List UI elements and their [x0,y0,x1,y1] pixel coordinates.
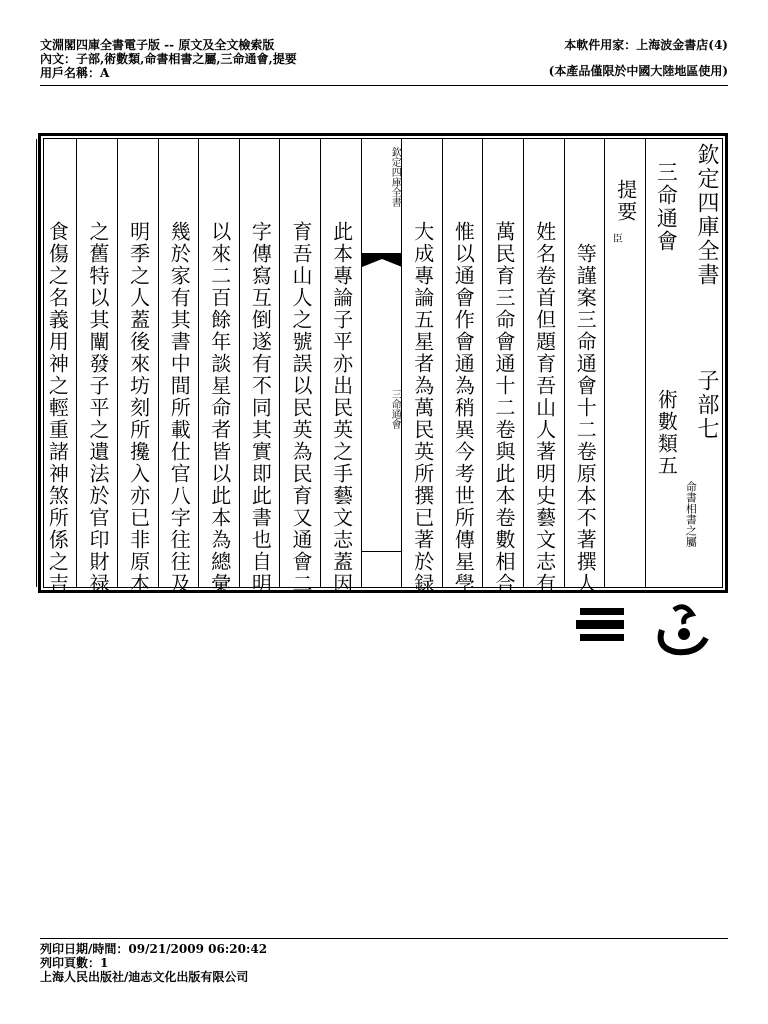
seal-icon [570,600,730,660]
seal-logo [570,600,730,660]
section-label: 子部七 [693,369,719,441]
text-column [279,139,321,595]
fish-mouth-icon [362,253,402,269]
text-column [523,139,565,595]
header-notice: (本產品僅限於中國大陸地區使用) [548,64,728,78]
footer [40,942,267,984]
text-column [320,139,362,595]
text-column [76,139,118,595]
spine-divider [362,551,403,552]
text-column-content: 食傷之名義用神之輕重諸神煞所係之吉 [45,221,70,595]
header-title: 文淵閣四庫全書電子版 -- 原文及全文檢索版 [40,38,275,52]
text-column-content: 以來二百餘年談星命者皆以此本為總彙 [207,221,232,595]
text-column [239,139,281,595]
text-column [158,139,200,595]
header-left [40,38,297,80]
header-right [549,38,728,90]
column-tiyao [604,139,646,587]
text-column [401,139,443,595]
footer-print-pages: 列印頁數：1 [40,956,109,970]
footer-divider [40,938,728,939]
header-username: 用戶名稱：A [40,66,110,80]
header-content-path: 內文：子部,術數類,命書相書之屬,三命通會,提要 [40,52,297,66]
text-column [198,139,240,595]
header-divider [40,85,728,86]
text-column-content: 之舊特以其闡發子平之遺法於官印財禄 [85,221,110,595]
text-column [117,139,159,595]
spine-work-title: 三命通會 [389,389,401,429]
category-label: 術數類五 [654,389,679,477]
text-column-content: 萬民育三命會通十二卷與此本卷數相合 [491,221,516,595]
text-column-content: 大成專論五星者為萬民英所撰已著於録 [410,221,435,595]
text-column [36,139,78,595]
page-inner-frame [43,138,723,595]
text-column-content: 育吾山人之號誤以民英為民育又通會二 [288,221,313,595]
footer-print-time: 列印日期/時間：09/21/2009 06:20:42 [40,942,268,956]
text-column-content: 字傳寫互倒遂有不同其實即此書也自明 [248,221,273,595]
text-column-content: 幾於家有其書中間所載仕官八字往往及 [167,221,192,595]
center-spine [361,139,403,587]
text-column [442,139,484,595]
header-user: 本軟件用家：上海波金書店(4) [564,38,728,52]
text-column-content: 等謹案三命通會十二卷原本不著撰人 [573,243,598,595]
text-column [564,139,622,595]
footer-publisher: 上海人民出版社/迪志文化出版有限公司 [40,970,249,984]
text-column-content: 惟以通會作會通為稍異今考世所傳星學 [451,221,476,595]
text-column-content: 此本專論子平亦出民英之手藝文志蓋因 [329,221,354,595]
text-column-content: 明季之人蓋後來坊刻所攙入亦已非原本 [126,221,151,595]
column-title [645,139,698,587]
subcategory-label: 命書相書之屬 [684,481,698,547]
page-frame [38,133,728,593]
tiyao-heading: 提要 [613,179,638,223]
text-column [482,139,524,595]
work-title: 三命通會 [654,161,679,253]
spine-book-title: 欽定四庫全書 [389,147,401,207]
text-column-content: 姓名卷首但題育吾山人著明史藝文志有 [532,221,557,595]
chen-mark: 臣 [610,233,622,243]
book-title: 欽定四庫全書 [693,143,719,287]
